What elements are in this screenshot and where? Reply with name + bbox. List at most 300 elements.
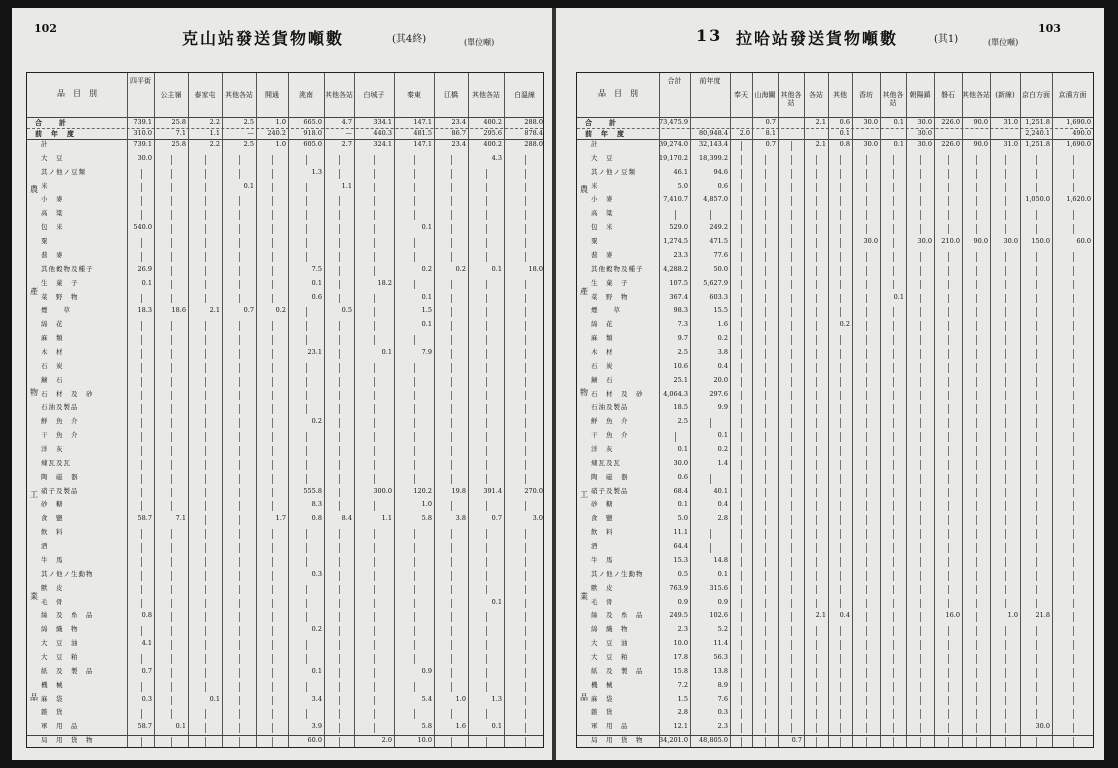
empty-cell-dash [866, 363, 867, 373]
empty-cell-dash [141, 474, 142, 484]
empty-cell-dash [374, 668, 375, 678]
empty-cell-dash [893, 515, 894, 525]
row-label: 砂 糖 [591, 500, 614, 509]
table-cell: 21.8 [1035, 611, 1050, 620]
empty-cell-dash [205, 640, 206, 650]
empty-cell-dash [893, 709, 894, 719]
empty-cell-dash [791, 709, 792, 719]
page-number: 102 [34, 22, 57, 35]
empty-cell-dash [239, 363, 240, 373]
empty-cell-dash [525, 571, 526, 581]
empty-cell-dash [171, 210, 172, 220]
row-label: 煉瓦及瓦 [591, 458, 621, 467]
table-cell: 5.4 [421, 694, 432, 703]
empty-cell-dash [1036, 488, 1037, 498]
empty-cell-dash [791, 321, 792, 331]
empty-cell-dash [1073, 280, 1074, 290]
empty-cell-dash [272, 280, 273, 290]
empty-cell-dash [741, 585, 742, 595]
empty-cell-dash [765, 349, 766, 359]
empty-cell-dash [1036, 599, 1037, 609]
column-header: 京白方面 [1022, 91, 1050, 99]
empty-cell-dash [451, 335, 452, 345]
column-header: 其他各站 [325, 91, 353, 99]
empty-cell-dash [486, 432, 487, 442]
empty-cell-dash [893, 432, 894, 442]
empty-cell-dash [791, 294, 792, 304]
empty-cell-dash [976, 737, 977, 747]
empty-cell-dash [741, 460, 742, 470]
table-cell: 23.1 [307, 347, 322, 356]
total-cell: 440.3 [373, 129, 392, 137]
empty-cell-dash [374, 183, 375, 193]
empty-cell-dash [306, 640, 307, 650]
empty-cell-dash [765, 557, 766, 567]
column-divider [934, 73, 935, 747]
empty-cell-dash [816, 488, 817, 498]
empty-cell-dash [840, 529, 841, 539]
empty-cell-dash [1073, 183, 1074, 193]
table-cell: 15.8 [673, 666, 688, 675]
empty-cell-dash [765, 515, 766, 525]
empty-cell-dash [272, 377, 273, 387]
empty-cell-dash [1073, 307, 1074, 317]
total-cell: 30.0 [917, 129, 932, 137]
empty-cell-dash [1036, 432, 1037, 442]
empty-cell-dash [414, 474, 415, 484]
total-cell: 147.1 [413, 118, 432, 126]
empty-cell-dash [741, 626, 742, 636]
total-cell: 2.1 [815, 118, 826, 126]
empty-cell-dash [741, 474, 742, 484]
empty-cell-dash [374, 709, 375, 719]
empty-cell-dash [1036, 183, 1037, 193]
empty-cell-dash [451, 432, 452, 442]
empty-cell-dash [525, 612, 526, 622]
total-cell: 1,251.8 [1025, 118, 1050, 126]
category-label: 物 [30, 388, 38, 398]
empty-cell-dash [205, 501, 206, 511]
table-cell: 32,143.4 [699, 140, 728, 148]
empty-cell-dash [866, 294, 867, 304]
table-cell: 2.5 [243, 140, 254, 148]
empty-cell-dash [866, 210, 867, 220]
empty-cell-dash [920, 169, 921, 179]
empty-cell-dash [866, 418, 867, 428]
empty-cell-dash [816, 432, 817, 442]
empty-cell-dash [920, 307, 921, 317]
empty-cell-dash [239, 543, 240, 553]
empty-cell-dash [205, 446, 206, 456]
empty-cell-dash [1036, 363, 1037, 373]
empty-cell-dash [816, 335, 817, 345]
empty-cell-dash [374, 557, 375, 567]
empty-cell-dash [741, 696, 742, 706]
table-cell: 30.0 [863, 237, 878, 246]
column-header: 其他各站 [780, 91, 802, 108]
empty-cell-dash [840, 446, 841, 456]
empty-cell-dash [171, 737, 172, 747]
empty-cell-dash [976, 446, 977, 456]
empty-cell-dash [791, 599, 792, 609]
empty-cell-dash [171, 432, 172, 442]
empty-cell-dash [141, 488, 142, 498]
empty-cell-dash [339, 696, 340, 706]
empty-cell-dash [205, 668, 206, 678]
row-label: 綿 織 物 [41, 625, 79, 634]
empty-cell-dash [816, 501, 817, 511]
empty-cell-dash [920, 626, 921, 636]
empty-cell-dash [816, 321, 817, 331]
empty-cell-dash [920, 543, 921, 553]
empty-cell-dash [141, 571, 142, 581]
table-cell: 18.0 [528, 264, 543, 273]
column-header: 其他各站 [962, 91, 990, 99]
row-label: 麻 袋 [41, 694, 64, 703]
empty-cell-dash [451, 294, 452, 304]
empty-cell-dash [339, 612, 340, 622]
empty-cell-dash [525, 252, 526, 262]
empty-cell-dash [893, 224, 894, 234]
empty-cell-dash [893, 349, 894, 359]
last-row-divider [577, 735, 1093, 736]
total-row-label: 前 年 度 [585, 129, 625, 138]
empty-cell-dash [339, 196, 340, 206]
table-cell: 0.1 [677, 445, 688, 453]
table-cell: 18.3 [137, 306, 152, 315]
table-cell: 8.9 [717, 680, 728, 689]
empty-cell-dash [239, 488, 240, 498]
empty-cell-dash [141, 335, 142, 345]
column-divider [990, 73, 991, 747]
table-cell: 2.3 [717, 722, 728, 731]
empty-cell-dash [948, 501, 949, 511]
empty-cell-dash [791, 155, 792, 165]
empty-cell-dash [920, 585, 921, 595]
table-cell: 0.1 [311, 278, 322, 287]
empty-cell-dash [239, 404, 240, 414]
empty-cell-dash [525, 640, 526, 650]
empty-cell-dash [239, 446, 240, 456]
empty-cell-dash [239, 626, 240, 636]
table-cell: 3.9 [311, 722, 322, 731]
empty-cell-dash [948, 488, 949, 498]
empty-cell-dash [414, 612, 415, 622]
empty-cell-dash [239, 529, 240, 539]
table-cell: 11.1 [673, 528, 688, 537]
empty-cell-dash [765, 626, 766, 636]
row-label: 大 豆 粕 [41, 652, 79, 661]
empty-cell-dash [1073, 571, 1074, 581]
empty-cell-dash [840, 585, 841, 595]
table-cell: 11.4 [713, 639, 728, 648]
row-label: 木 材 [591, 347, 614, 356]
empty-cell-dash [272, 599, 273, 609]
empty-cell-dash [816, 529, 817, 539]
row-label: 硝子及製品 [41, 486, 79, 495]
empty-cell-dash [141, 446, 142, 456]
empty-cell-dash [1036, 169, 1037, 179]
empty-cell-dash [1036, 709, 1037, 719]
empty-cell-dash [171, 571, 172, 581]
empty-cell-dash [1005, 474, 1006, 484]
empty-cell-dash [893, 252, 894, 262]
empty-cell-dash [816, 585, 817, 595]
column-header: 各站 [809, 91, 823, 99]
table-cell: 150.0 [1031, 237, 1050, 246]
empty-cell-dash [816, 210, 817, 220]
empty-cell-dash [976, 626, 977, 636]
empty-cell-dash [840, 210, 841, 220]
table-cell: 16.0 [945, 611, 960, 620]
row-label: 其他穀物及種子 [41, 264, 94, 273]
empty-cell-dash [141, 709, 142, 719]
empty-cell-dash [791, 668, 792, 678]
empty-cell-dash [141, 557, 142, 567]
empty-cell-dash [239, 391, 240, 401]
column-header: 香坊 [859, 91, 873, 99]
empty-cell-dash [948, 599, 949, 609]
empty-cell-dash [791, 307, 792, 317]
category-label: 產 [30, 286, 38, 296]
empty-cell-dash [976, 224, 977, 234]
row-label: 菜 野 物 [591, 292, 629, 301]
table-cell: 2.8 [717, 514, 728, 523]
empty-cell-dash [1005, 696, 1006, 706]
total-cell: — [345, 129, 352, 137]
empty-cell-dash [414, 446, 415, 456]
empty-cell-dash [675, 432, 676, 442]
page-title: 克山站發送貨物噸數 [182, 29, 345, 48]
empty-cell-dash [1036, 349, 1037, 359]
empty-cell-dash [1005, 196, 1006, 206]
empty-cell-dash [976, 294, 977, 304]
empty-cell-dash [451, 668, 452, 678]
empty-cell-dash [339, 585, 340, 595]
empty-cell-dash [205, 238, 206, 248]
empty-cell-dash [866, 196, 867, 206]
table-cell: 2.7 [341, 140, 352, 148]
total-cell: 30.0 [863, 118, 878, 126]
empty-cell-dash [1005, 224, 1006, 234]
row-label: 麻 袋 [591, 694, 614, 703]
empty-cell-dash [791, 418, 792, 428]
empty-cell-dash [1005, 557, 1006, 567]
empty-cell-dash [765, 280, 766, 290]
row-label: 飲 料 [41, 528, 64, 537]
empty-cell-dash [816, 515, 817, 525]
row-label: 局 用 貨 物 [41, 736, 94, 745]
table-cell: 315.6 [709, 583, 728, 592]
table-cell: 4,288.2 [663, 264, 688, 273]
empty-cell-dash [339, 238, 340, 248]
column-divider [256, 73, 257, 747]
empty-cell-dash [765, 307, 766, 317]
empty-cell-dash [306, 557, 307, 567]
empty-cell-dash [791, 432, 792, 442]
empty-cell-dash [525, 709, 526, 719]
empty-cell-dash [171, 155, 172, 165]
table-cell: 0.2 [717, 445, 728, 453]
empty-cell-dash [1073, 543, 1074, 553]
empty-cell-dash [141, 196, 142, 206]
empty-cell-dash [741, 599, 742, 609]
empty-cell-dash [840, 349, 841, 359]
empty-cell-dash [866, 266, 867, 276]
table-cell: 0.2 [455, 264, 466, 273]
empty-cell-dash [272, 294, 273, 304]
column-divider [804, 73, 805, 747]
empty-cell-dash [486, 196, 487, 206]
column-divider [962, 73, 963, 747]
empty-cell-dash [525, 391, 526, 401]
empty-cell-dash [272, 321, 273, 331]
empty-cell-dash [791, 529, 792, 539]
empty-cell-dash [451, 543, 452, 553]
row-label: 紙 及 製 品 [41, 666, 94, 675]
table-cell: 1,274.5 [663, 237, 688, 246]
category-label: 工 [580, 489, 588, 499]
empty-cell-dash [525, 432, 526, 442]
empty-cell-dash [525, 183, 526, 193]
empty-cell-dash [920, 404, 921, 414]
empty-cell-dash [486, 709, 487, 719]
empty-cell-dash [741, 363, 742, 373]
empty-cell-dash [866, 571, 867, 581]
table-cell: 13.8 [713, 666, 728, 675]
empty-cell-dash [414, 252, 415, 262]
empty-cell-dash [272, 474, 273, 484]
table-cell: 18.2 [377, 278, 392, 287]
empty-cell-dash [976, 155, 977, 165]
empty-cell-dash [239, 252, 240, 262]
total-cell: 23.4 [451, 118, 466, 126]
table-cell: 0.1 [209, 694, 220, 703]
empty-cell-dash [866, 474, 867, 484]
empty-cell-dash [239, 155, 240, 165]
empty-cell-dash [1005, 668, 1006, 678]
empty-cell-dash [920, 709, 921, 719]
empty-cell-dash [486, 252, 487, 262]
total-cell: 86.7 [451, 129, 466, 137]
row-label: 大 豆 粕 [591, 652, 629, 661]
table-cell: 2.1 [815, 611, 826, 620]
table-cell: 0.9 [677, 597, 688, 606]
empty-cell-dash [171, 612, 172, 622]
column-divider [324, 73, 325, 747]
table-cell: 0.5 [341, 306, 352, 315]
empty-cell-dash [306, 654, 307, 664]
empty-cell-dash [205, 294, 206, 304]
empty-cell-dash [141, 432, 142, 442]
empty-cell-dash [741, 280, 742, 290]
empty-cell-dash [893, 599, 894, 609]
empty-cell-dash [893, 238, 894, 248]
empty-cell-dash [525, 349, 526, 359]
empty-cell-dash [1036, 391, 1037, 401]
empty-cell-dash [741, 543, 742, 553]
empty-cell-dash [840, 294, 841, 304]
empty-cell-dash [948, 404, 949, 414]
empty-cell-dash [741, 377, 742, 387]
empty-cell-dash [171, 391, 172, 401]
empty-cell-dash [1073, 696, 1074, 706]
empty-cell-dash [414, 418, 415, 428]
empty-cell-dash [374, 626, 375, 636]
empty-cell-dash [239, 418, 240, 428]
empty-cell-dash [791, 515, 792, 525]
empty-cell-dash [976, 183, 977, 193]
empty-cell-dash [976, 501, 977, 511]
empty-cell-dash [414, 432, 415, 442]
empty-cell-dash [1005, 155, 1006, 165]
empty-cell-dash [765, 529, 766, 539]
empty-cell-dash [920, 432, 921, 442]
empty-cell-dash [451, 474, 452, 484]
table-cell: 400.2 [483, 140, 502, 148]
empty-cell-dash [141, 737, 142, 747]
empty-cell-dash [893, 335, 894, 345]
empty-cell-dash [486, 626, 487, 636]
table-cell: 0.7 [491, 514, 502, 523]
table-cell: 2.8 [677, 708, 688, 717]
empty-cell-dash [741, 640, 742, 650]
empty-cell-dash [1005, 418, 1006, 428]
empty-cell-dash [205, 335, 206, 345]
empty-cell-dash [272, 196, 273, 206]
empty-cell-dash [1036, 682, 1037, 692]
empty-cell-dash [893, 654, 894, 664]
table-cell: 1.3 [311, 167, 322, 176]
row-label: 大 豆 [591, 153, 614, 162]
empty-cell-dash [1005, 363, 1006, 373]
table-cell: 1.7 [275, 514, 286, 523]
empty-cell-dash [840, 432, 841, 442]
empty-cell-dash [741, 349, 742, 359]
row-label: 煉瓦及瓦 [41, 458, 71, 467]
empty-cell-dash [840, 238, 841, 248]
empty-cell-dash [306, 224, 307, 234]
empty-cell-dash [816, 266, 817, 276]
empty-cell-dash [840, 377, 841, 387]
table-cell: 9.7 [677, 334, 688, 343]
empty-cell-dash [171, 696, 172, 706]
empty-cell-dash [1073, 501, 1074, 511]
row-label: 硝子及製品 [591, 486, 629, 495]
table-cell: 763.9 [669, 583, 688, 592]
empty-cell-dash [948, 349, 949, 359]
empty-cell-dash [525, 363, 526, 373]
empty-cell-dash [272, 612, 273, 622]
table-cell: 0.1 [893, 140, 904, 148]
empty-cell-dash [976, 363, 977, 373]
empty-cell-dash [840, 418, 841, 428]
row-label: 洋 灰 [41, 445, 64, 453]
empty-cell-dash [306, 460, 307, 470]
empty-cell-dash [866, 585, 867, 595]
row-label: 毛 骨 [41, 597, 64, 606]
total-cell: 8.1 [765, 129, 776, 137]
empty-cell-dash [374, 501, 375, 511]
table-cell: 0.2 [421, 264, 432, 273]
row-label: 洋 灰 [591, 445, 614, 453]
table-cell: 7.6 [717, 694, 728, 703]
empty-cell-dash [840, 391, 841, 401]
empty-cell-dash [141, 654, 142, 664]
empty-cell-dash [1073, 432, 1074, 442]
empty-cell-dash [486, 543, 487, 553]
empty-cell-dash [205, 418, 206, 428]
